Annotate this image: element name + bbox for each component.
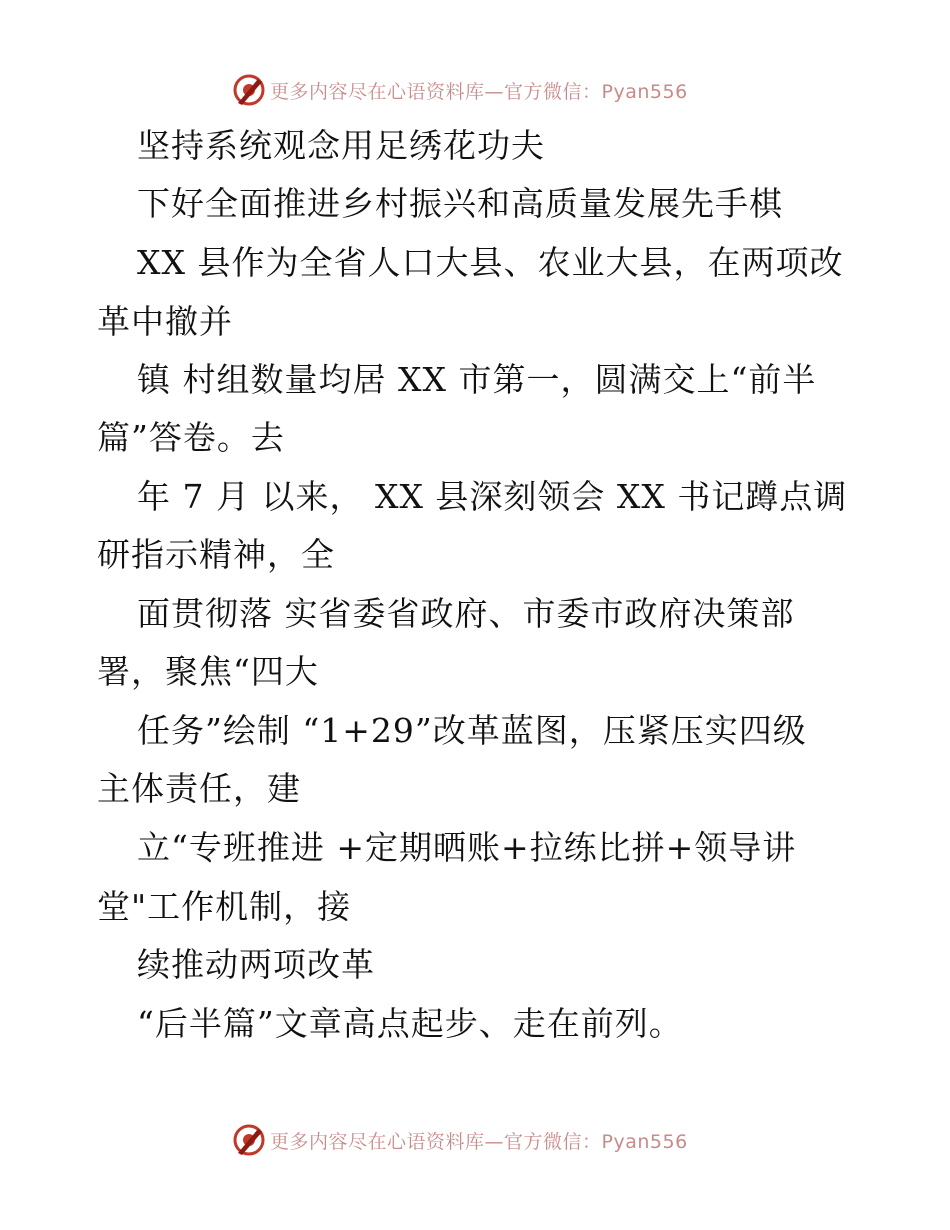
text-line: 革中撤并 bbox=[97, 302, 233, 341]
text-line: 署，聚焦“四大 bbox=[97, 652, 319, 691]
text-line: 面贯彻落 实省委省政府、市委市政府决策部 bbox=[137, 594, 795, 633]
text-line: XX 县作为全省人口大县、农业大县，在两项改 bbox=[137, 243, 844, 282]
text-line: 立“专班推进 +定期晒账+拉练比拼+领导讲 bbox=[137, 828, 797, 867]
footer-banner-text: 更多内容尽在心语资料库—官方微信：Pyan556 bbox=[270, 1130, 688, 1153]
text-line: 镇 村组数量均居 XX 市第一，圆满交上“前半 bbox=[137, 360, 817, 399]
text-line: 任务”绘制 “1+29”改革蓝图，压紧压实四级 bbox=[137, 711, 807, 750]
header-banner bbox=[232, 70, 752, 110]
text-line: “后半篇”文章高点起步、走在前列。 bbox=[137, 1004, 683, 1043]
pen-logo-icon bbox=[232, 1123, 266, 1157]
text-line: 主体责任，建 bbox=[97, 769, 301, 808]
text-line: 坚持系统观念用足绣花功夫 bbox=[137, 126, 545, 165]
pen-logo-icon bbox=[232, 73, 266, 107]
text-line: 续推动两项改革 bbox=[137, 945, 375, 984]
footer-banner bbox=[232, 1120, 752, 1160]
text-line: 堂"工作机制，接 bbox=[97, 887, 352, 926]
text-line: 年 7 月 以来， XX 县深刻领会 XX 书记蹲点调 bbox=[137, 477, 848, 516]
text-line: 研指示精神，全 bbox=[97, 535, 335, 574]
header-banner-text: 更多内容尽在心语资料库—官方微信：Pyan556 bbox=[270, 80, 688, 103]
text-line: 篇”答卷。去 bbox=[97, 418, 285, 457]
text-line: 下好全面推进乡村振兴和高质量发展先手棋 bbox=[137, 184, 783, 223]
